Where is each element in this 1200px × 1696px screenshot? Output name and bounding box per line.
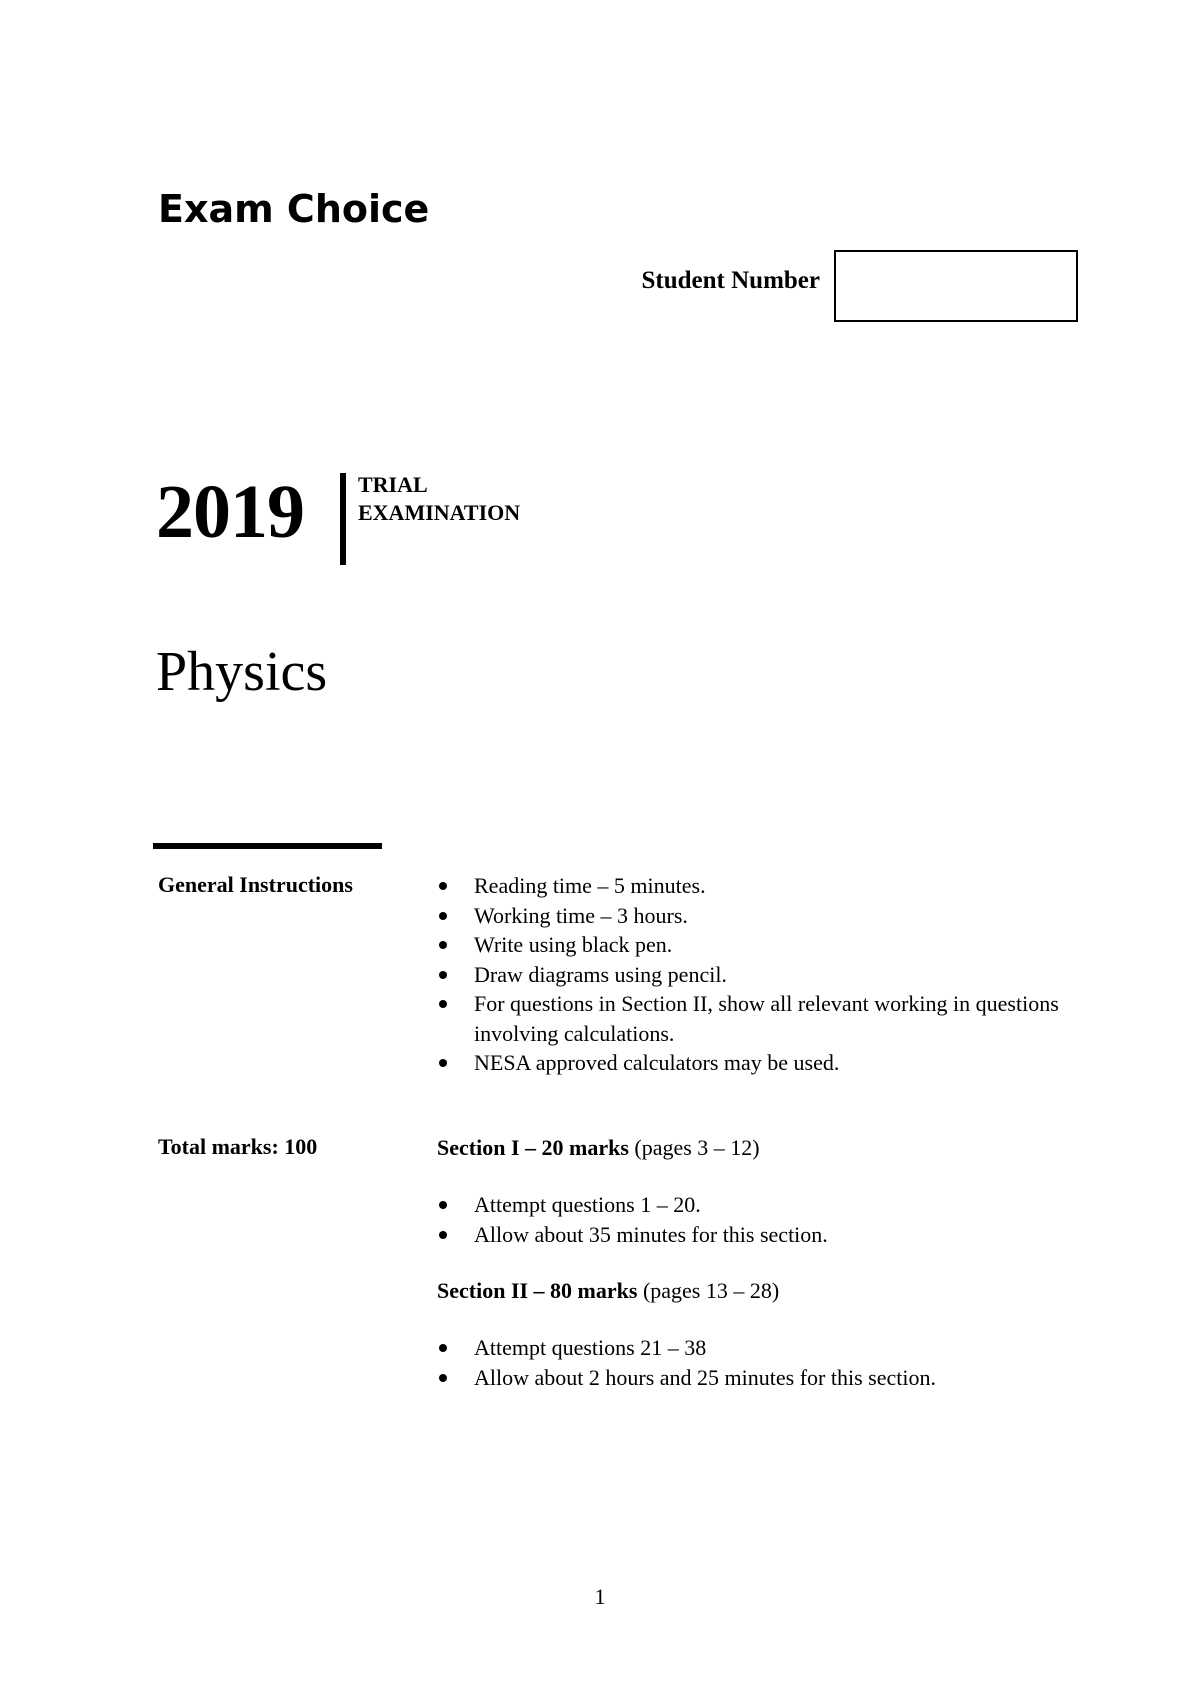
section-1-list	[437, 1190, 1077, 1249]
year-divider	[340, 473, 346, 565]
total-marks-label: Total marks: 100	[158, 1134, 318, 1159]
list-item: Write using black pen.	[437, 930, 1077, 960]
exam-year: 2019	[156, 470, 304, 554]
general-instructions-list	[437, 871, 1077, 1078]
list-item: Reading time – 5 minutes.	[437, 871, 1077, 901]
section-2-list	[437, 1333, 1077, 1392]
general-instructions-label: General Instructions	[158, 872, 353, 897]
list-item: For questions in Section II, show all relevant working in questions involving calculations.	[437, 989, 1077, 1048]
section-1-title: Section I – 20 marks	[437, 1135, 629, 1160]
student-number-box[interactable]	[834, 250, 1078, 322]
section-1-heading	[437, 1137, 760, 1159]
list-item: NESA approved calculators may be used.	[437, 1048, 1077, 1078]
section-divider	[153, 843, 382, 849]
section-2-heading	[437, 1280, 779, 1302]
list-item: Allow about 35 minutes for this section.	[437, 1220, 1077, 1250]
brand-title: Exam Choice	[158, 187, 430, 231]
list-item: Allow about 2 hours and 25 minutes for this section.	[437, 1363, 1077, 1393]
list-item: Attempt questions 1 – 20.	[437, 1190, 1077, 1220]
exam-type-line1: TRIAL	[358, 472, 428, 497]
section-2-pages: (pages 13 – 28)	[642, 1278, 780, 1303]
section-2-title: Section II – 80 marks	[437, 1278, 638, 1303]
section-1-pages: (pages 3 – 12)	[634, 1135, 760, 1160]
exam-type-line2: EXAMINATION	[358, 500, 521, 525]
page-number: 1	[594, 1584, 606, 1609]
subject-title: Physics	[156, 641, 328, 703]
student-number-label: Student Number	[641, 267, 820, 294]
list-item: Draw diagrams using pencil.	[437, 960, 1077, 990]
list-item: Attempt questions 21 – 38	[437, 1333, 1077, 1363]
list-item: Working time – 3 hours.	[437, 901, 1077, 931]
